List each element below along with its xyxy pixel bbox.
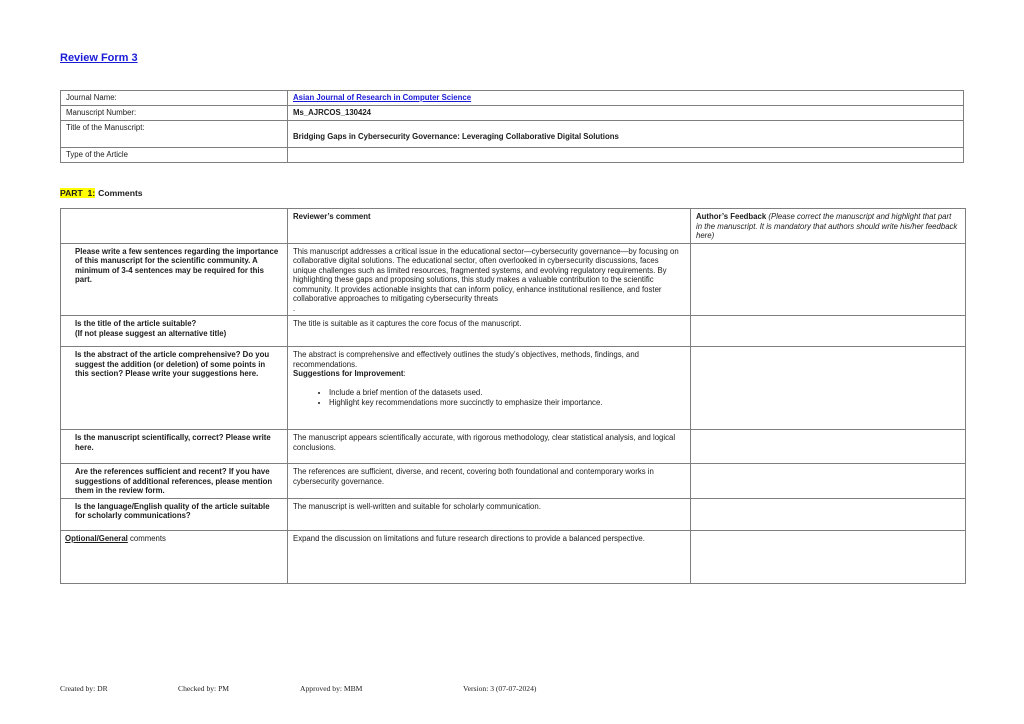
question-line2: (If not please suggest an alternative title) xyxy=(75,328,227,338)
author-feedback-cell xyxy=(691,347,966,430)
question-optional-general xyxy=(61,530,288,583)
table-row xyxy=(61,91,964,106)
author-feedback-cell xyxy=(691,530,966,583)
footer-approved-by: Approved by: MBM xyxy=(300,684,363,693)
author-feedback-cell xyxy=(691,430,966,464)
question-line1: Is the title of the article suitable? xyxy=(75,319,197,328)
page-title: Review Form 3 xyxy=(60,52,138,64)
author-feedback-cell xyxy=(691,243,966,316)
reviewer-comment-scientific: The manuscript appears scientifically accurate, with rigorous methodology, clear statistical analysis, and logical conclusions. xyxy=(288,430,691,464)
comment-intro: The abstract is comprehensive and effectively outlines the study’s objectives, methods, findings, and recommendations. xyxy=(293,350,639,369)
question-title-suitable xyxy=(61,316,288,347)
reviewer-comment-references: The references are sufficient, diverse, and recent, covering both foundational and contemporary works in cybersecurity governance. xyxy=(288,464,691,499)
manuscript-title-value: Bridging Gaps in Cybersecurity Governance: Leveraging Collaborative Digital Solutions xyxy=(288,121,964,148)
reviewer-comment-language: The manuscript is well-written and suitable for scholarly communication. xyxy=(288,498,691,530)
suggestions-label: Suggestions for Improvement xyxy=(293,369,404,378)
footer-version: Version: 3 (07-07-2024) xyxy=(463,684,537,693)
table-row-optional xyxy=(61,530,966,583)
table-row-language xyxy=(61,498,966,530)
table-row xyxy=(61,121,964,148)
question-language: Is the language/English quality of the article suitable for scholarly communications? xyxy=(61,498,288,530)
part1-heading xyxy=(60,187,143,199)
suggestions-colon: : xyxy=(403,369,406,378)
footer-created-by: Created by: DR xyxy=(60,684,108,693)
manuscript-info-table xyxy=(60,90,964,163)
table-row-references xyxy=(61,464,966,499)
question-scientific: Is the manuscript scientifically, correct? Please write here. xyxy=(61,430,288,464)
suggestions-heading xyxy=(293,369,684,379)
header-row xyxy=(61,209,966,244)
header-author-feedback xyxy=(691,209,966,244)
header-reviewer-comment: Reviewer’s comment xyxy=(288,209,691,244)
reviewer-comment-importance xyxy=(288,243,691,316)
header-question-cell xyxy=(61,209,288,244)
article-type-value xyxy=(288,148,964,163)
optional-general-bold: Optional/General xyxy=(65,533,128,543)
manuscript-number-label: Manuscript Number: xyxy=(61,106,288,121)
manuscript-number-value: Ms_AJRCOS_130424 xyxy=(288,106,964,121)
optional-general-rest: comments xyxy=(127,533,166,543)
manuscript-title-label: Title of the Manuscript: xyxy=(61,121,288,148)
table-row xyxy=(61,148,964,163)
list-item: • Include a brief mention of the datasets used. xyxy=(329,388,684,398)
author-feedback-cell xyxy=(691,316,966,347)
author-feedback-note: (Please correct the manuscript and highlight that part in the manuscript. It is mandatory that authors should write his/her feedback here) xyxy=(696,212,958,240)
question-abstract: Is the abstract of the article comprehensive? Do you suggest the addition (or deletion) of some points in this section? Please write your suggestions here. xyxy=(61,347,288,430)
journal-name-link[interactable]: Asian Journal of Research in Computer Science xyxy=(293,93,472,102)
comments-table xyxy=(60,208,966,584)
table-row xyxy=(61,106,964,121)
comment-text: This manuscript addresses a critical issue in the educational sector—cybersecurity governance—by focusing on collaborative digital solutions. The educational sector, often overlooked in cybersecurity discussions, faces unique challenges such as limited resources, fragmented systems, and evolving regulatory requirements. By highlighting these gaps and proposing solutions, this study makes a valuable contribution to the scientific community. It provides actionable insights that can inform policy, enhance institutional resilience, and foster collaborative approaches to mitigating cybersecurity threats xyxy=(293,246,679,303)
author-feedback-title: Author’s Feedback xyxy=(696,212,769,221)
question-importance: Please write a few sentences regarding the importance of this manuscript for the scientific community. A minimum of 3-4 sentences may be required for this part. xyxy=(61,243,288,316)
table-row-abstract xyxy=(61,347,966,430)
table-row-importance xyxy=(61,243,966,316)
footer-checked-by: Checked by: PM xyxy=(178,684,230,693)
journal-name-label: Journal Name: xyxy=(61,91,288,106)
comment-trailing-period: . xyxy=(293,303,296,313)
suggestions-list xyxy=(293,388,684,408)
part1-label: Comments xyxy=(98,188,143,198)
table-row-scientific xyxy=(61,430,966,464)
list-item: • Highlight key recommendations more succinctly to emphasize their importance. xyxy=(329,398,684,408)
reviewer-comment-title: The title is suitable as it captures the core focus of the manuscript. xyxy=(288,316,691,347)
reviewer-comment-abstract xyxy=(288,347,691,430)
part1-badge: PART 1: xyxy=(60,188,96,198)
question-references: Are the references sufficient and recent? If you have suggestions of additional references, please mention them in the review form. xyxy=(61,464,288,499)
author-feedback-cell xyxy=(691,498,966,530)
author-feedback-cell xyxy=(691,464,966,499)
reviewer-comment-optional: Expand the discussion on limitations and future research directions to provide a balanced perspective. xyxy=(288,530,691,583)
table-row-title-suitable xyxy=(61,316,966,347)
article-type-label: Type of the Article xyxy=(61,148,288,163)
